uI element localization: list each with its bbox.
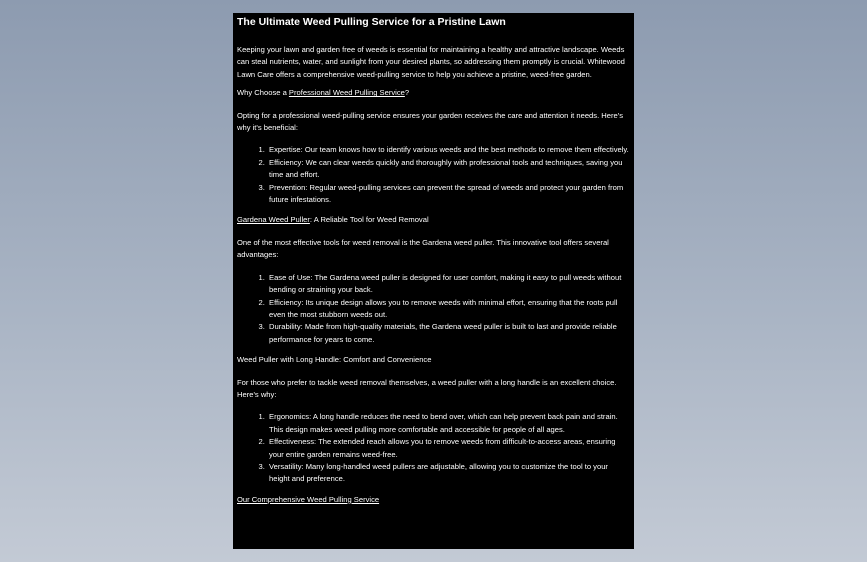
section2-list bbox=[237, 272, 630, 346]
section2-heading bbox=[237, 214, 630, 226]
section1-heading-prefix: Why Choose a bbox=[237, 88, 289, 98]
list-item: 2. Efficiency: Its unique design allows you to remove weeds with minimal effort, ensuring that the roots pull even the most stubborn weeds out. bbox=[267, 297, 630, 322]
list-item: 3. Durability: Made from high-quality materials, the Gardena weed puller is built to last and provide reliable performance for years to come. bbox=[267, 321, 630, 346]
list-item: 1. Ease of Use: The Gardena weed puller is designed for user comfort, making it easy to pull weeds without bending or straining your back. bbox=[267, 272, 630, 297]
section2-paragraph: One of the most effective tools for weed removal is the Gardena weed puller. This innovative tool offers several advantages: bbox=[237, 237, 609, 260]
list-item: 1. Expertise: Our team knows how to identify various weeds and the best methods to remove them effectively. bbox=[267, 144, 630, 156]
section1-heading bbox=[237, 87, 630, 99]
section3-list bbox=[237, 411, 630, 485]
list-item: 2. Effectiveness: The extended reach allows you to remove weeds from difficult-to-access areas, ensuring your entire garden remains weed-free. bbox=[267, 436, 630, 461]
article-card bbox=[233, 13, 634, 549]
section1-list bbox=[237, 144, 630, 206]
list-item: 3. Versatility: Many long-handled weed pullers are adjustable, allowing you to customize the tool to your height and preference. bbox=[267, 461, 630, 486]
list-item: 1. Ergonomics: A long handle reduces the need to bend over, which can help prevent back pain and strain. This design makes weed pulling more comfortable and accessible for people of all ages. bbox=[267, 411, 630, 436]
comprehensive-weed-pulling-link[interactable]: Our Comprehensive Weed Pulling Service bbox=[237, 494, 380, 504]
gardena-weed-puller-link[interactable]: Gardena Weed Puller bbox=[237, 215, 310, 225]
intro-paragraph: Keeping your lawn and garden free of weeds is essential for maintaining a healthy and attractive landscape. Weeds can steal nutrients, water, and sunlight from your desired plants, so addressing them promptly is crucial. Whitewood Lawn Care offers a comprehensive weed-pulling service to help you achieve a pristine, weed-free garden. bbox=[237, 45, 625, 79]
list-item: 3. Prevention: Regular weed-pulling services can prevent the spread of weeds and protect your garden from future infestations. bbox=[267, 182, 630, 207]
section4-heading bbox=[237, 494, 630, 506]
professional-weed-pulling-link[interactable]: Professional Weed Pulling Service bbox=[288, 88, 405, 98]
section1-heading-suffix: ? bbox=[404, 88, 410, 98]
section2-heading-suffix: : A Reliable Tool for Weed Removal bbox=[309, 215, 429, 225]
section3-paragraph: For those who prefer to tackle weed removal themselves, a weed puller with a long handle is an excellent choice. Here's why: bbox=[237, 377, 617, 399]
section1-paragraph: Opting for a professional weed-pulling service ensures your garden receives the care and attention it needs. Here's why it's beneficial: bbox=[237, 110, 623, 133]
list-item: 2. Efficiency: We can clear weeds quickly and thoroughly with professional tools and techniques, saving you time and effort. bbox=[267, 157, 630, 182]
section3-heading: Weed Puller with Long Handle: Comfort and Convenience bbox=[237, 355, 432, 365]
article-title: The Ultimate Weed Pulling Service for a Pristine Lawn bbox=[237, 16, 506, 28]
